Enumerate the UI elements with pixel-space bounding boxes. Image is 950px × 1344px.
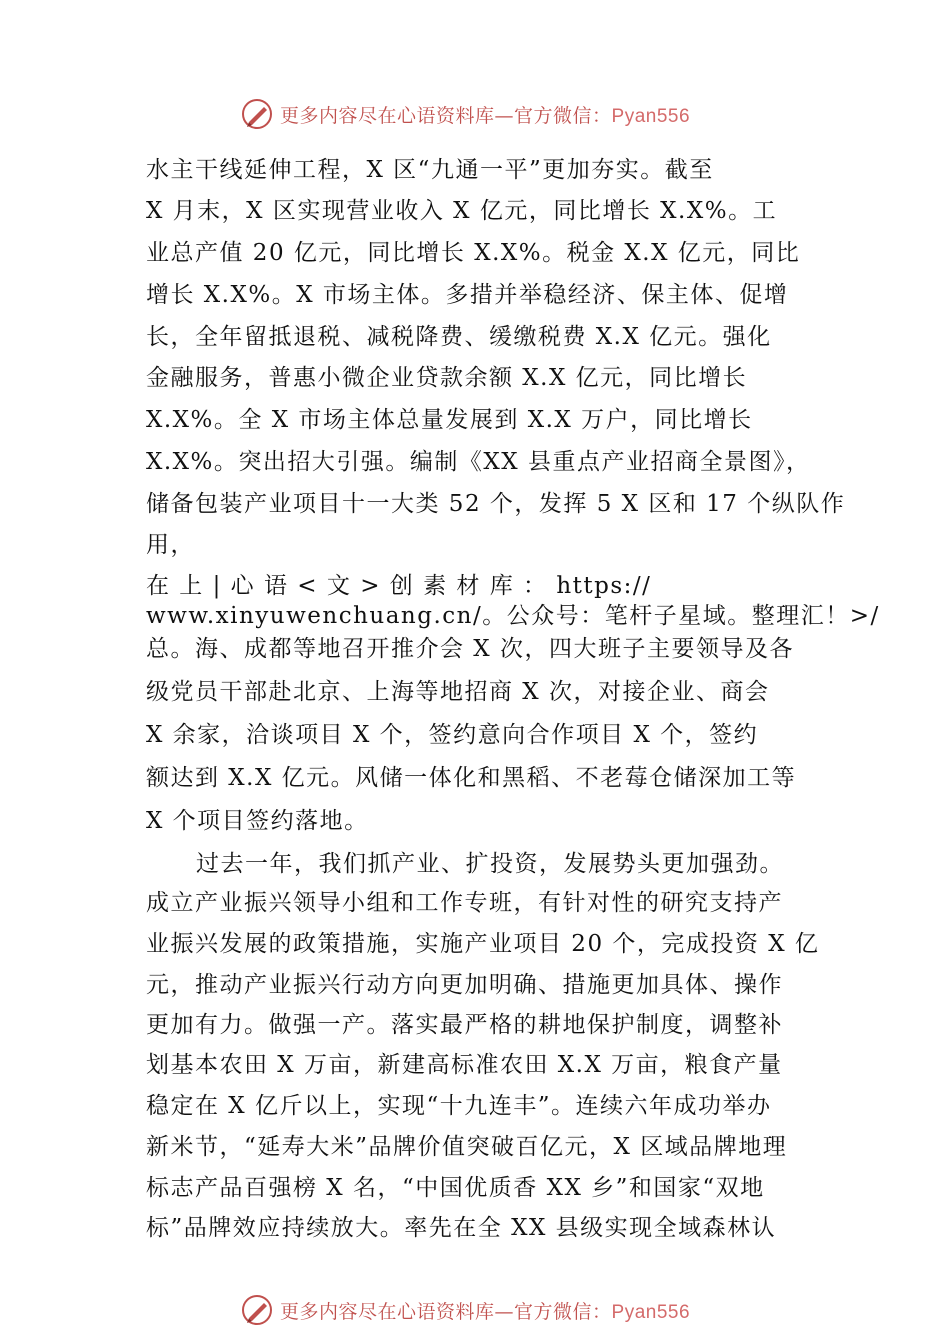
- header-banner: [240, 96, 760, 132]
- banner-wechat-id: Pyan556: [611, 1301, 691, 1323]
- text-line: X 月末，X 区实现营业收入 X 亿元，同比增长 X.X%。工: [146, 198, 778, 224]
- text-line: 水主干线延伸工程，X 区“九通一平”更加夯实。截至: [146, 157, 714, 183]
- text-line: X.X%。全 X 市场主体总量发展到 X.X 万户，同比增长: [146, 407, 753, 433]
- text-line: 划基本农田 X 万亩，新建高标准农田 X.X 万亩，粮食产量: [146, 1052, 783, 1078]
- text-line: 元，推动产业振兴行动方向更加明确、措施更加具体、操作: [146, 972, 783, 998]
- text-line: 稳定在 X 亿斤以上，实现“十九连丰”。连续六年成功举办: [146, 1093, 772, 1119]
- text-line: X 余家，洽谈项目 X 个，签约意向合作项目 X 个，签约: [146, 722, 759, 748]
- text-line: 增长 X.X%。X 市场主体。多措并举稳经济、保主体、促增: [146, 282, 789, 308]
- text-line: www.xinyuwenchuang.cn/。公众号：笔杆子星域。整理汇！>/: [146, 603, 880, 629]
- banner-text: [280, 1297, 690, 1324]
- text-line: 级党员干部赴北京、上海等地招商 X 次，对接企业、商会: [146, 679, 770, 705]
- banner-separator: —: [494, 104, 515, 127]
- text-line: 标”品牌效应持续放大。率先在全 XX 县级实现全域森林认: [146, 1215, 777, 1241]
- pen-logo-icon: [240, 97, 274, 131]
- text-line: 更加有力。做强一产。落实最严格的耕地保护制度，调整补: [146, 1012, 783, 1038]
- banner-text: [280, 101, 690, 128]
- paragraph-first-line: 过去一年，我们抓产业、扩投资，发展势头更加强劲。: [196, 851, 784, 877]
- text-line: 业总产值 20 亿元，同比增长 X.X%。税金 X.X 亿元，同比: [146, 240, 801, 266]
- banner-wechat-label: 官方微信：: [514, 1300, 612, 1323]
- text-line: X.X%。突出招大引强。编制《XX 县重点产业招商全景图》，: [146, 449, 811, 475]
- text-line: 成立产业振兴领导小组和工作专班，有针对性的研究支持产: [146, 890, 783, 916]
- banner-wechat-id: Pyan556: [611, 105, 691, 127]
- text-line: 储备包装产业项目十一大类 52 个，发挥 5 X 区和 17 个纵队作: [146, 491, 846, 517]
- banner-separator: —: [494, 1300, 515, 1323]
- banner-main: 更多内容尽在心语资料库: [280, 104, 495, 127]
- text-line: X 个项目签约落地。: [146, 808, 369, 834]
- text-line: 新米节，“延寿大米”品牌价值突破百亿元，X 区域品牌地理: [146, 1134, 788, 1160]
- text-line: 金融服务，普惠小微企业贷款余额 X.X 亿元，同比增长: [146, 365, 748, 391]
- text-line: 长，全年留抵退税、减税降费、缓缴税费 X.X 亿元。强化: [146, 324, 772, 350]
- text-line: 额达到 X.X 亿元。风储一体化和黑稻、不老莓仓储深加工等: [146, 765, 797, 791]
- text-line: 业振兴发展的政策措施，实施产业项目 20 个，完成投资 X 亿: [146, 931, 820, 957]
- text-line: 在 上 | 心 语 < 文 > 创 素 材 库 ： https://: [146, 573, 652, 599]
- text-line: 标志产品百强榜 X 名，“中国优质香 XX 乡”和国家“双地: [146, 1175, 765, 1201]
- pen-logo-icon: [240, 1293, 274, 1327]
- banner-main: 更多内容尽在心语资料库: [280, 1300, 495, 1323]
- footer-banner: [240, 1292, 760, 1328]
- banner-wechat-label: 官方微信：: [514, 104, 612, 127]
- text-line: 用，: [146, 532, 195, 558]
- text-line: 总。海、成都等地召开推介会 X 次，四大班子主要领导及各: [146, 636, 794, 662]
